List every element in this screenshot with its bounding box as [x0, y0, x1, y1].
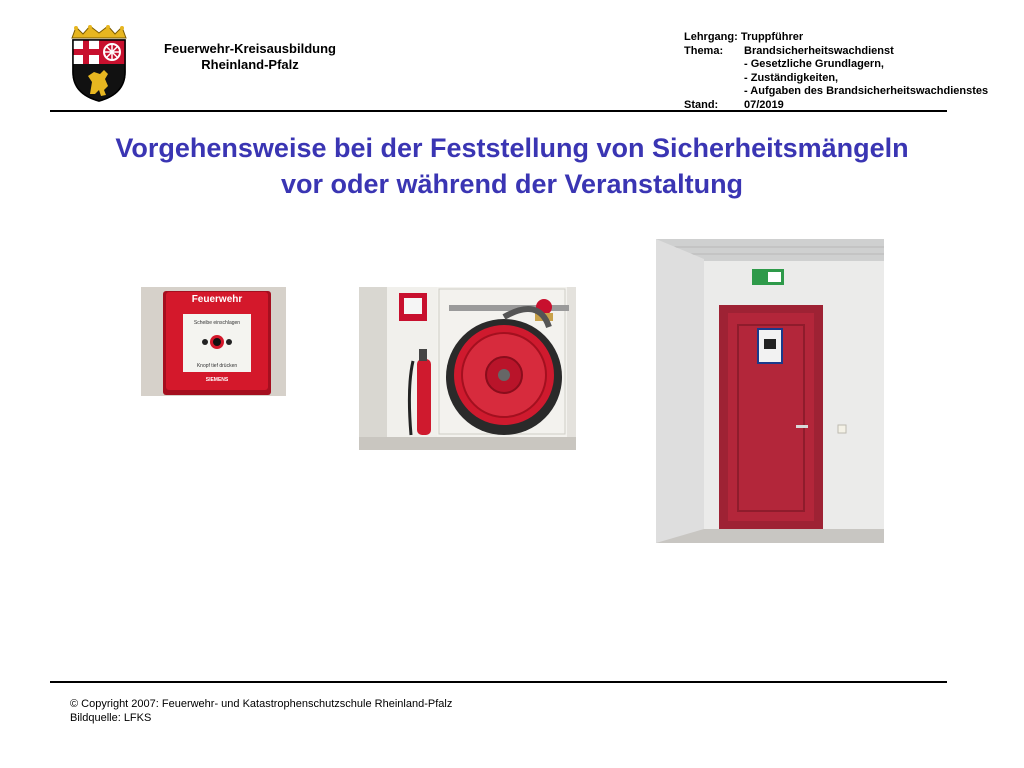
topic-line-4: - Aufgaben des Brandsicherheitswachdienstes [744, 85, 989, 97]
footer [70, 697, 452, 725]
organization-name [150, 41, 350, 73]
slide-title [60, 130, 964, 202]
course-value: Truppführer [740, 31, 804, 43]
topic-label: Thema: [684, 44, 724, 57]
topic-line-1: Brandsicherheitswachdienst [744, 44, 894, 57]
topic-row-3 [684, 72, 988, 86]
course-metadata [684, 31, 988, 112]
slide-title-line-2: vor oder während der Veranstaltung [280, 169, 744, 199]
course-label: Lehrgang: [684, 31, 738, 43]
stand-label: Stand: [684, 98, 719, 111]
topic-row-2 [684, 58, 988, 72]
header-divider [50, 110, 947, 112]
alarm-instruction-2: Knopf tief drücken [196, 363, 238, 369]
copyright-text: © Copyright 2007: Feuerwehr- und Katastrophenschutzschule Rheinland-Pfalz [70, 698, 453, 710]
topic-line-2: - Gesetzliche Grundlagern, [744, 58, 884, 70]
footer-divider [50, 681, 947, 683]
image-source-text: Bildquelle: LFKS [70, 712, 152, 724]
topic-row-4 [684, 85, 988, 99]
organization-line-2: Rheinland-Pfalz [201, 57, 299, 72]
alarm-maker-text: SIEMENS [205, 377, 229, 383]
hose-reel-photo [359, 287, 576, 450]
course-row [684, 31, 988, 45]
slide-title-line-1: Vorgehensweise bei der Feststellung von Sicherheitsmängeln [115, 133, 909, 163]
fire-alarm-photo [141, 287, 286, 396]
organization-line-1: Feuerwehr-Kreisausbildung [164, 41, 336, 56]
stand-value: 07/2019 [744, 98, 784, 111]
exit-door-photo [656, 239, 884, 543]
coat-of-arms-icon [68, 24, 130, 102]
topic-row [684, 45, 988, 59]
alarm-brand-text: Feuerwehr [191, 294, 243, 305]
topic-line-3: - Zuständigkeiten, [744, 71, 839, 84]
alarm-instruction-1: Scheibe einschlagen [193, 320, 241, 326]
